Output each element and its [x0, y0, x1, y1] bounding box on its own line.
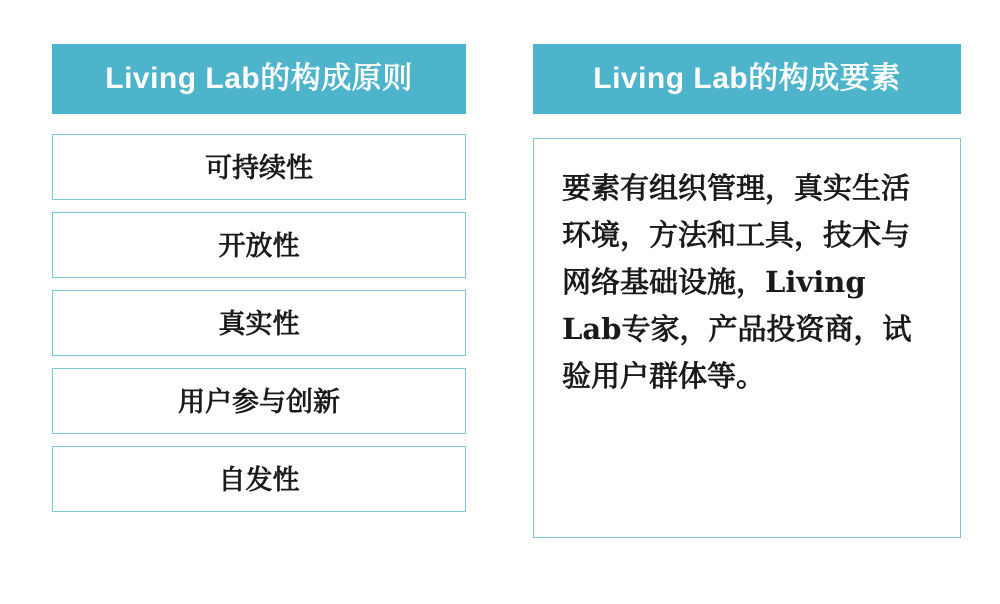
left-panel	[52, 44, 466, 512]
list-item[interactable]: 可持续性	[52, 134, 466, 200]
elements-content-box	[533, 138, 961, 538]
right-panel-title: Living Lab的构成要素	[533, 44, 961, 114]
right-panel	[533, 44, 961, 538]
principles-list	[52, 134, 466, 512]
list-item[interactable]: 开放性	[52, 212, 466, 278]
list-item[interactable]: 用户参与创新	[52, 368, 466, 434]
left-panel-title: Living Lab的构成原则	[52, 44, 466, 114]
list-item[interactable]: 自发性	[52, 446, 466, 512]
list-item[interactable]: 真实性	[52, 290, 466, 356]
elements-content-text: 要素有组织管理，真实生活环境，方法和工具，技术与网络基础设施，Living Lab专家，产品投资商，试验用户群体等。	[562, 171, 912, 393]
